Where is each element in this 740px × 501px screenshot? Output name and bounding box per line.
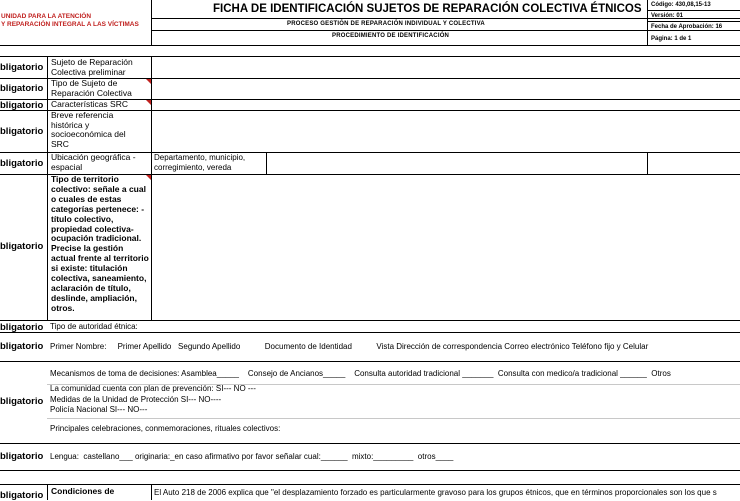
field-label-conditions: Condiciones de (51, 486, 115, 496)
process-name: PROCESO GESTIÓN DE REPARACIÓN INDIVIDUAL Y COLECTIVA (287, 21, 485, 27)
national-police: Policía Nacional SI--- NO--- (50, 405, 148, 414)
approval-date: Fecha de Aprobación: 16 (651, 24, 723, 30)
field-input-location[interactable] (267, 153, 647, 174)
location-hint-line-2: corregimiento, vereda (154, 163, 232, 172)
document-version: Versión: 01 (651, 13, 684, 19)
prevention-plan: La comunidad cuenta con plan de prevención: SI--- NO --- (50, 384, 256, 393)
row-line (0, 443, 740, 444)
col-divider-tag (47, 56, 48, 320)
header-divider-left (151, 0, 152, 45)
row-line (0, 470, 740, 471)
field-input-territory[interactable] (152, 175, 740, 320)
row-line (0, 484, 740, 485)
auto-218-text: El Auto 218 de 2006 explica que "el desplazamiento forzado es particularmente gravoso para los grupos étnicos, que en términos proporcionales son los que s (154, 488, 717, 497)
page-number: Página: 1 de 1 (651, 36, 692, 42)
field-input-src-preliminar[interactable] (152, 57, 740, 78)
col-divider-location-right (647, 152, 648, 174)
location-hint-line-1: Departamento, municipio, (154, 153, 246, 162)
field-label-territory: Tipo de territorio colectivo: señale a cual o cuales de estas categorías pertenece: -título colectivo, propiedad colectiva-ocupación tradicional. Precise la gestión actual frente al territorio si existe: titulación colectiva, saneamiento, aclaración de título, deslinde, ampliación, otros. (51, 174, 149, 313)
protection-unit: Medidas de la Unidad de Protección SI--- NO---- (50, 395, 222, 404)
row-line (0, 320, 740, 321)
required-tag: bligatorio (0, 322, 44, 333)
field-label-language: Lengua: castellano___ originaria:_en caso afirmativo por favor señalar cual:______ mixto:_________ otros____ (50, 452, 454, 461)
celebrations: Principales celebraciones, conmemoraciones, rituales colectivos: (50, 424, 281, 433)
field-input-src-type[interactable] (152, 79, 740, 99)
field-label-src-preliminar: Sujeto de Reparación Colectiva preliminar (51, 57, 133, 77)
required-tag: bligatorio (0, 62, 44, 73)
logo-line-1: UNIDAD PARA LA ATENCIÓN (1, 13, 92, 20)
header-divider-right (647, 0, 648, 45)
required-tag: bligatorio (0, 241, 44, 252)
required-tag: bligatorio (0, 490, 44, 501)
field-label-src-characteristics: Características SRC (51, 99, 128, 109)
row-line (0, 361, 740, 362)
col-divider-label-bottom (151, 484, 152, 500)
required-tag: bligatorio (0, 341, 44, 352)
row-line (0, 332, 740, 333)
header-line (151, 30, 740, 31)
required-tag: bligatorio (0, 396, 44, 407)
field-label-location: Ubicación geográfica - espacial (51, 152, 136, 172)
required-tag: bligatorio (0, 158, 44, 169)
required-tag: bligatorio (0, 83, 44, 94)
document-code: Código: 430,08,15-13 (651, 2, 711, 8)
logo-line-2: Y REPARACIÓN INTEGRAL A LAS VÍCTIMAS (1, 21, 139, 28)
field-label-contact: Primer Nombre: Primer Apellido Segundo Apellido Documento de Identidad Vista Dirección de correspondencia Correo electrónico Teléfono fijo y Celular (50, 342, 649, 351)
field-label-src-type: Tipo de Sujeto de Reparación Colectiva (51, 78, 132, 98)
required-tag: bligatorio (0, 451, 44, 462)
field-input-src-characteristics[interactable] (152, 100, 740, 110)
procedure-name: PROCEDIMIENTO DE IDENTIFICACIÓN (332, 33, 450, 39)
field-label-history: Breve referencia histórica y socioeconómica del SRC (51, 110, 126, 150)
field-label-authority: Tipo de autoridad étnica: (50, 322, 138, 331)
header-bottom-line (0, 45, 740, 46)
grid-line (47, 418, 740, 419)
required-tag: bligatorio (0, 100, 44, 111)
decision-mechanisms: Mecanismos de toma de decisiones: Asamblea_____ Consejo de Ancianos_____ Consulta autoridad tradicional _______ Consulta con medico/a tradicional ______ Otros (50, 369, 671, 378)
required-tag: bligatorio (0, 126, 44, 137)
header-line (151, 18, 740, 19)
header-line (647, 10, 740, 11)
field-input-history[interactable] (152, 111, 740, 152)
col-divider-tag-bottom (47, 484, 48, 500)
form-title: FICHA DE IDENTIFICACIÓN SUJETOS DE REPARACIÓN COLECTIVA ÉTNICOS (213, 3, 642, 15)
header-line (647, 21, 740, 22)
